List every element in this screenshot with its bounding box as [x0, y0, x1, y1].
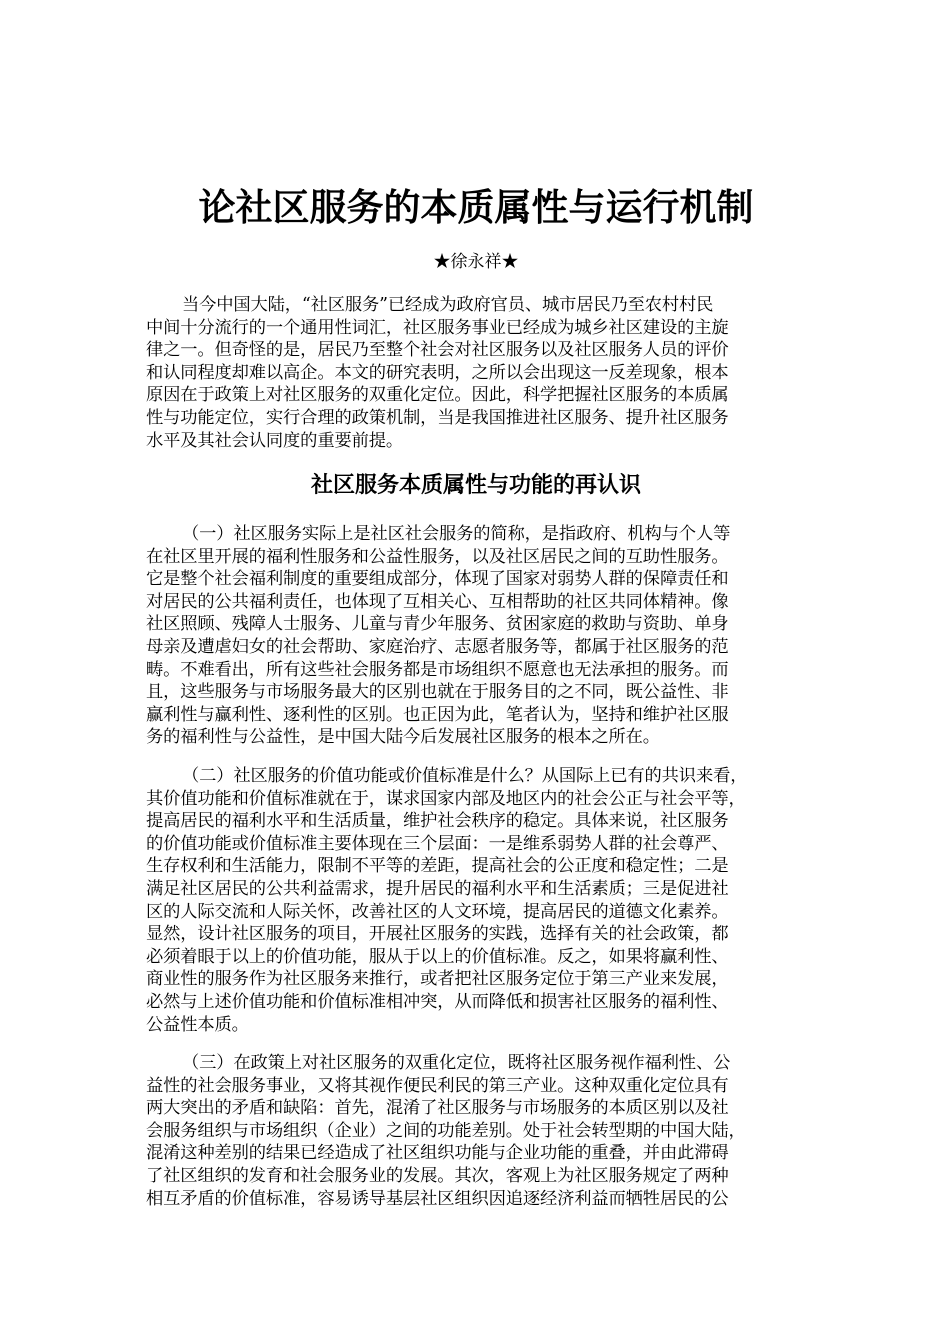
intro-line: 和认同程度却难以高企。本文的研究表明，之所以会出现这一反差现象，根本 — [146, 362, 729, 383]
paragraph-line: 必然与上述价值功能和价值标准相冲突，从而降低和损害社区服务的福利性、 — [146, 991, 729, 1012]
paragraph-line: 务的福利性与公益性，是中国大陆今后发展社区服务的根本之所在。 — [146, 727, 660, 748]
paragraph-line: 会服务组织与市场组织（企业）之间的功能差别。处于社会转型期的中国大陆， — [146, 1120, 746, 1141]
intro-line: 当今中国大陆，“社区服务”已经成为政府官员、城市居民乃至农村村民 — [182, 295, 714, 315]
paragraph-line: 益性的社会服务事业，又将其视作便民利民的第三产业。这种双重化定位具有 — [146, 1075, 729, 1096]
paragraph-line: 提高居民的福利水平和生活质量，维护社会秩序的稳定。具体来说，社区服务 — [146, 811, 729, 832]
paragraph-line: 生存权利和生活能力，限制不平等的差距，提高社会的公正度和稳定性；二是 — [146, 856, 729, 877]
paragraph-line: 对居民的公共福利责任，也体现了互相关心、互相帮助的社区共同体精神。像 — [146, 591, 729, 612]
paragraph-line: 了社区组织的发育和社会服务业的发展。其次，客观上为社区服务规定了两种 — [146, 1165, 729, 1186]
paragraph-line: （三）在政策上对社区服务的双重化定位，既将社区服务视作福利性、公 — [182, 1053, 731, 1073]
paragraph-line: 满足社区居民的公共利益需求，提升居民的福利水平和生活素质；三是促进社 — [146, 878, 729, 899]
paragraph-line: 两大突出的矛盾和缺陷：首先，混淆了社区服务与市场服务的本质区别以及社 — [146, 1098, 729, 1119]
article-title: 论社区服务的本质属性与运行机制 — [198, 186, 754, 229]
intro-line: 原因在于政策上对社区服务的双重化定位。因此，科学把握社区服务的本质属 — [146, 385, 729, 406]
paragraph-line: 公益性本质。 — [146, 1014, 249, 1035]
paragraph-line: （二）社区服务的价值功能或价值标准是什么？从国际上已有的共识来看， — [182, 766, 748, 786]
paragraph-line: 的价值功能或价值标准主要体现在三个层面：一是维系弱势人群的社会尊严、 — [146, 833, 729, 854]
paragraph-line: 必须着眼于以上的价值功能，服从于以上的价值标准。反之，如果将赢利性、 — [146, 946, 729, 967]
intro-line: 中间十分流行的一个通用性词汇，社区服务事业已经成为城乡社区建设的主旋 — [146, 317, 729, 338]
paragraph-line: 母亲及遭虐妇女的社会帮助、家庭治疗、志愿者服务等，都属于社区服务的范 — [146, 636, 729, 657]
paragraph-line: 区的人际交流和人际关怀，改善社区的人文环境，提高居民的道德文化素养。 — [146, 901, 729, 922]
paragraph-line: 商业性的服务作为社区服务来推行，或者把社区服务定位于第三产业来发展， — [146, 969, 729, 990]
section-heading: 社区服务本质属性与功能的再认识 — [310, 473, 641, 498]
paragraph-line: 且，这些服务与市场服务最大的区别也就在于服务目的之不同，既公益性、非 — [146, 682, 729, 703]
paragraph-line: 畴。不难看出，所有这些社会服务都是市场组织不愿意也无法承担的服务。而 — [146, 659, 729, 680]
intro-line: 水平及其社会认同度的重要前提。 — [146, 430, 403, 451]
paragraph-line: 赢利性与赢利性、逐利性的区别。也正因为此，笔者认为，坚持和维护社区服 — [146, 704, 729, 725]
author-line: ★徐永祥★ — [433, 252, 519, 272]
paragraph-three — [146, 1052, 806, 1210]
paragraph-two — [146, 765, 806, 1036]
intro-paragraph — [146, 294, 806, 452]
intro-line: 性与功能定位，实行合理的政策机制，当是我国推进社区服务、提升社区服务 — [146, 407, 729, 428]
paragraph-line: 在社区里开展的福利性服务和公益性服务，以及社区居民之间的互助性服务。 — [146, 546, 729, 567]
paragraph-line: （一）社区服务实际上是社区社会服务的简称，是指政府、机构与个人等 — [182, 524, 731, 544]
intro-line: 律之一。但奇怪的是，居民乃至整个社会对社区服务以及社区服务人员的评价 — [146, 340, 729, 361]
paragraph-line: 其价值功能和价值标准就在于，谋求国家内部及地区内的社会公正与社会平等， — [146, 788, 746, 809]
paragraph-line: 显然，设计社区服务的项目，开展社区服务的实践，选择有关的社会政策，都 — [146, 924, 729, 945]
paragraph-one — [146, 523, 806, 749]
paragraph-line: 社区照顾、残障人士服务、儿童与青少年服务、贫困家庭的救助与资助、单身 — [146, 614, 729, 635]
paragraph-line: 它是整个社会福利制度的重要组成部分，体现了国家对弱势人群的保障责任和 — [146, 569, 729, 590]
paragraph-line: 相互矛盾的价值标准，容易诱导基层社区组织因追逐经济利益而牺牲居民的公 — [146, 1188, 729, 1209]
paragraph-line: 混淆这种差别的结果已经造成了社区组织功能与企业功能的重叠，并由此滞碍 — [146, 1143, 729, 1164]
